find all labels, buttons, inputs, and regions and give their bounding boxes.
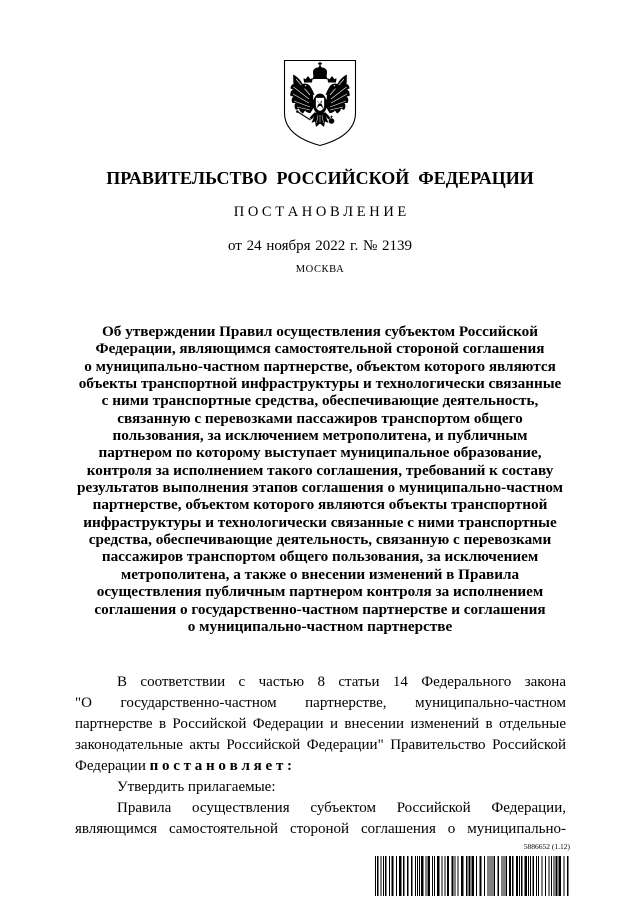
barcode-bar xyxy=(559,856,562,896)
barcode-bar xyxy=(538,856,539,896)
barcode-bar xyxy=(434,856,435,896)
government-name: ПРАВИТЕЛЬСТВО РОССИЙСКОЙ ФЕДЕРАЦИИ xyxy=(106,168,534,188)
barcode-bar xyxy=(415,856,416,896)
barcode-bar xyxy=(519,856,520,896)
left-small-crown-icon xyxy=(304,76,313,83)
title-line: средства, обеспечивающие деятельность, связанную с перевозками xyxy=(88,531,552,549)
barcode-bar xyxy=(383,856,384,896)
title-line: с ними транспортные средства, обеспечивающие деятельность, xyxy=(101,392,539,410)
barcode-bar xyxy=(564,856,565,896)
body-line xyxy=(75,756,566,777)
barcode-bar xyxy=(536,856,537,896)
barcode-bar xyxy=(461,856,464,896)
title-line: связанную с перевозками пассажиров транспортом общего xyxy=(117,409,523,427)
barcode-bar xyxy=(377,856,379,896)
barcode-bar xyxy=(542,856,543,896)
barcode-bar xyxy=(458,856,459,896)
document-code: 5886652 (1.12) xyxy=(523,842,570,851)
body-line: законодательные акты Российской Федерации" Правительство Российской xyxy=(75,737,566,753)
barcode-bar xyxy=(506,856,508,896)
body-line: Правила осуществления субъектом Российской Федерации, xyxy=(117,800,566,816)
title-line: инфраструктуры и технологически связанные с ними транспортные xyxy=(83,513,557,531)
barcode-bar xyxy=(445,856,446,896)
large-crown-icon xyxy=(313,62,327,79)
title-line: результатов выполнения этапов соглашения о муниципально-частном xyxy=(77,479,563,497)
barcode-bar xyxy=(488,856,489,896)
right-eye xyxy=(334,85,335,86)
document-type: П О С Т А Н О В Л Е Н И Е xyxy=(233,204,407,220)
barcode-bar xyxy=(452,856,454,896)
barcode-bar xyxy=(426,856,427,896)
title-line: партнерстве, объектом которого являются объекты транспортной xyxy=(92,496,548,514)
barcode-bar xyxy=(407,856,409,896)
barcode-graphic xyxy=(375,856,570,896)
scepter-knob xyxy=(296,110,299,113)
barcode-bar xyxy=(381,856,382,896)
title-line: о муниципально-частном партнерстве, объектом которого являются xyxy=(84,357,556,375)
barcode-bar xyxy=(476,856,477,896)
barcode-bar xyxy=(389,856,390,896)
title-line: контроля за исполнением такого соглашения, требований к составу xyxy=(86,461,554,479)
barcode-bar xyxy=(530,856,531,896)
title-line: о муниципально-частном партнерстве xyxy=(187,617,453,635)
barcode-bar xyxy=(498,856,500,896)
barcode-bar xyxy=(554,856,555,896)
barcode-bar xyxy=(437,856,440,896)
body-line: "О государственно-частном партнерстве, муниципально-частном xyxy=(75,695,566,711)
barcode-bar xyxy=(466,856,468,896)
title-line: Об утверждении Правил осуществления субъектом Российской xyxy=(101,323,539,340)
barcode-bar xyxy=(392,856,394,896)
barcode-bar xyxy=(375,856,376,896)
orb-cross xyxy=(330,116,332,119)
barcode-bar xyxy=(492,856,493,896)
document-title xyxy=(0,323,640,635)
barcode-bar xyxy=(533,856,535,896)
title-line: партнером по которому выступает муниципальное образование, xyxy=(98,444,542,462)
title-line: осуществления публичным партнером контроля за исполнением xyxy=(96,583,544,601)
barcode-bar xyxy=(442,856,443,896)
city: МОСКВА xyxy=(295,264,345,275)
barcode-bar xyxy=(411,856,413,896)
body-text: Федерации xyxy=(75,758,146,774)
barcode-bar xyxy=(504,856,505,896)
barcode-bar xyxy=(549,856,550,896)
body-line: В соответствии с частью 8 статьи 14 Федерального закона xyxy=(117,674,566,690)
barcode-bar xyxy=(472,856,475,896)
barcode-bar xyxy=(403,856,405,896)
barcode-bar xyxy=(419,856,420,896)
barcode-bar xyxy=(502,856,503,896)
barcode-bar xyxy=(399,856,402,896)
barcode-bar xyxy=(567,856,569,896)
title-line: пользования, за исключением метрополитена, и публичным xyxy=(112,427,528,445)
barcode-bar xyxy=(432,856,433,896)
coat-of-arms-svg xyxy=(282,57,358,147)
barcode-bar xyxy=(455,856,456,896)
barcode-bar xyxy=(551,856,552,896)
barcode-icon xyxy=(375,856,570,896)
resolution-verb: п о с т а н о в л я е т : xyxy=(149,758,293,774)
body-line: Утвердить прилагаемые: xyxy=(117,779,276,795)
barcode-bar xyxy=(512,856,514,896)
barcode-bar xyxy=(490,856,491,896)
document-body xyxy=(75,672,566,840)
barcode-bar xyxy=(417,856,418,896)
barcode-bar xyxy=(509,856,511,896)
barcode-bar xyxy=(396,856,397,896)
left-eye xyxy=(305,85,306,86)
right-small-crown-icon xyxy=(328,76,337,83)
orb-icon xyxy=(329,118,335,124)
barcode-bar xyxy=(469,856,471,896)
body-line: являющимся самостоятельной стороной соглашения о муниципально- xyxy=(75,821,566,837)
title-line: соглашения о государственно-частном партнерстве и соглашения xyxy=(94,600,546,618)
barcode-bar xyxy=(447,856,449,896)
title-line: объекты транспортной инфраструктуры и технологически связанные xyxy=(78,375,562,393)
body-line: партнерстве в Российской Федерации и внесении изменений в отдельные xyxy=(75,716,566,732)
date-and-number: от 24 ноября 2022 г. № 2139 xyxy=(227,238,413,254)
barcode-bar xyxy=(421,856,424,896)
coat-of-arms-icon xyxy=(282,57,358,147)
barcode-bar xyxy=(494,856,496,896)
barcode-bar xyxy=(428,856,431,896)
barcode-bar xyxy=(521,856,523,896)
barcode-bar xyxy=(556,856,558,896)
barcode-bar xyxy=(516,856,518,896)
barcode-bar xyxy=(480,856,482,896)
title-line: пассажиров транспортом общего пользования, за исключением xyxy=(101,548,539,566)
barcode-bar xyxy=(525,856,528,896)
barcode-bar xyxy=(484,856,485,896)
title-line: метрополитена, а также о внесении изменений в Правила xyxy=(120,565,520,583)
barcode-bar xyxy=(385,856,387,896)
scepter-shaft xyxy=(298,112,311,120)
barcode-bar xyxy=(528,856,529,896)
barcode-bar xyxy=(545,856,546,896)
title-line: Федерации, являющимся самостоятельной стороной соглашения xyxy=(95,340,545,358)
